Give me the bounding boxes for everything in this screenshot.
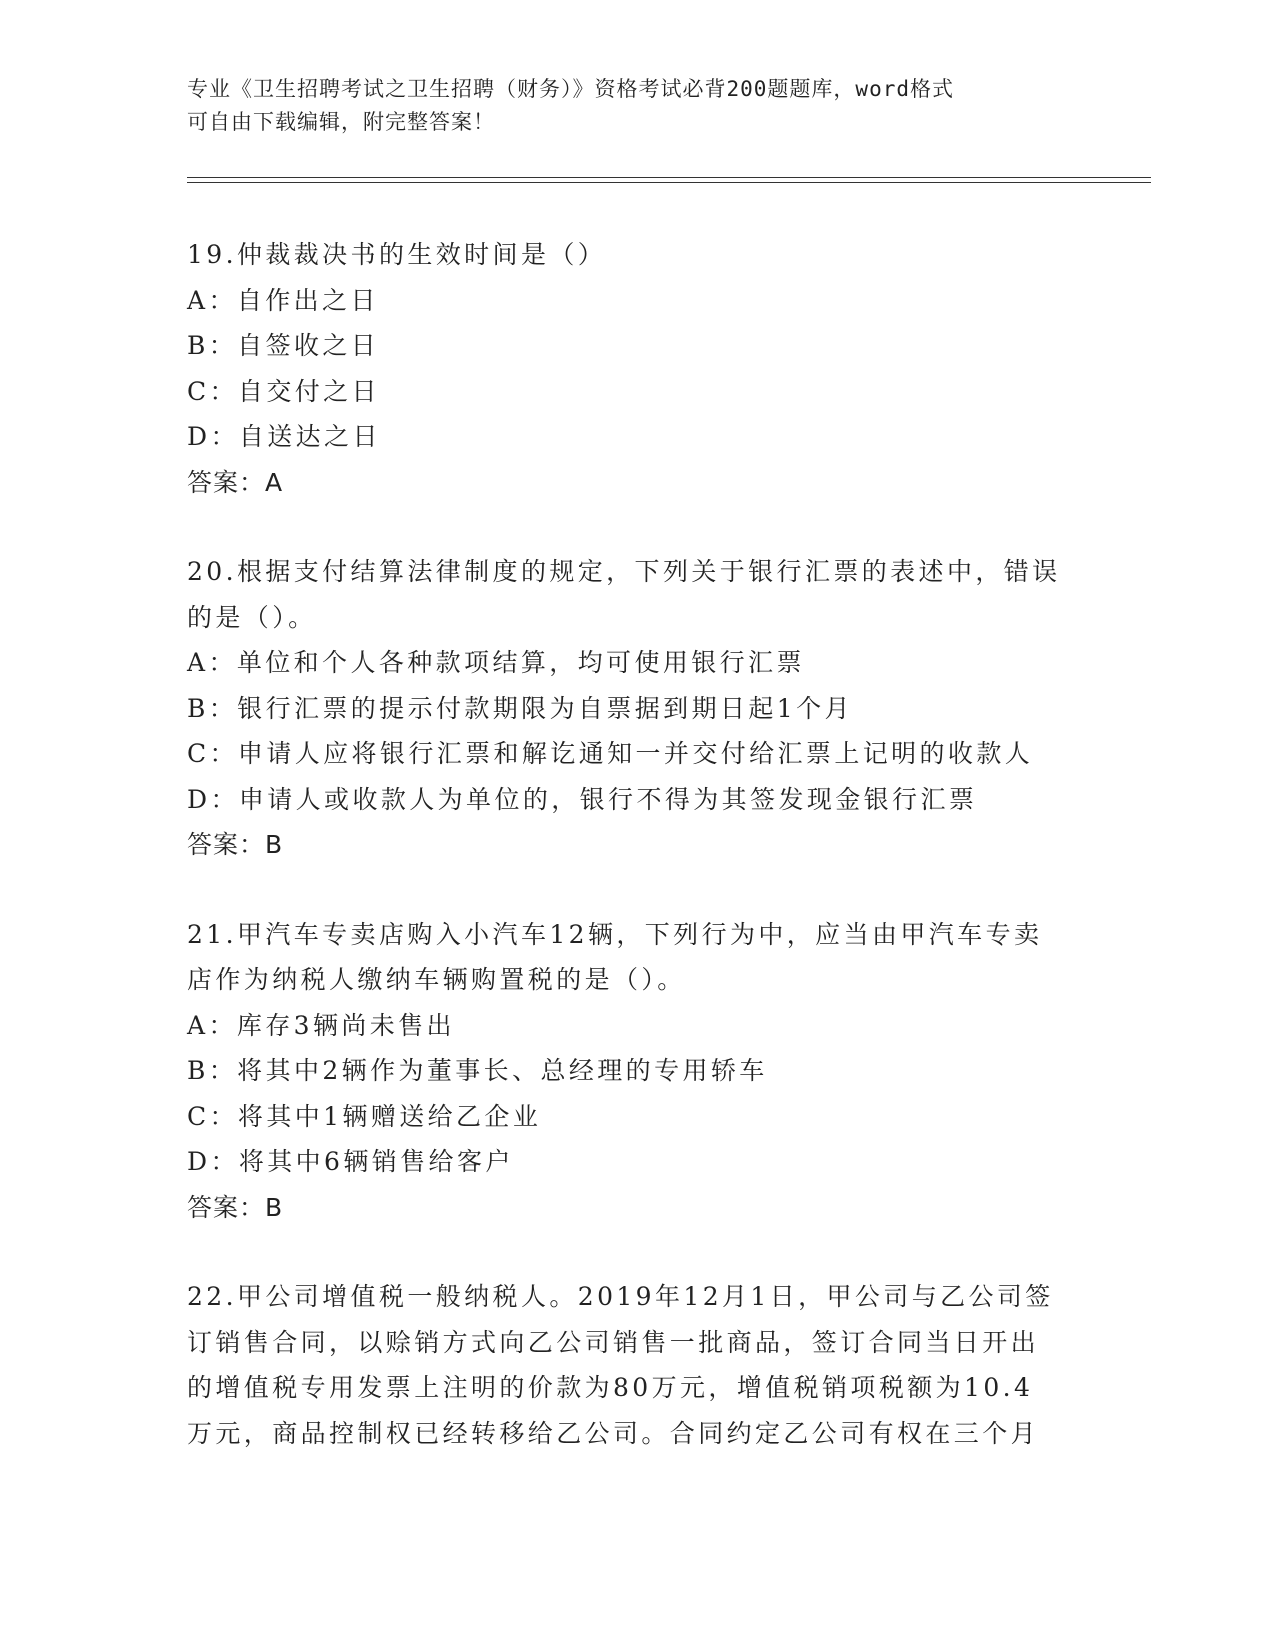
- option-c: C：将其中1辆赠送给乙企业: [187, 1101, 542, 1131]
- option-b: B：自签收之日: [187, 331, 380, 360]
- header-line-2: 可自由下载编辑，附完整答案！: [187, 110, 495, 134]
- answer-line: 答案：B: [187, 1192, 284, 1222]
- question-stem-line: 店作为纳税人缴纳车辆购置税的是（）。: [187, 965, 686, 994]
- header-divider: [187, 177, 1151, 183]
- question-22: [187, 1274, 1087, 1456]
- option-a: A：自作出之日: [187, 285, 379, 315]
- question-19: [187, 232, 1087, 505]
- question-stem-line: 的是（）。: [187, 602, 317, 632]
- question-stem-line: 21.甲汽车专卖店购入小汽车12辆，下列行为中，应当由甲汽车专卖: [187, 919, 1043, 949]
- question-stem-line: 20.根据支付结算法律制度的规定，下列关于银行汇票的表述中，错误: [187, 557, 1061, 586]
- option-d: D：申请人或收款人为单位的，银行不得为其签发现金银行汇票: [187, 784, 978, 814]
- question-list: [187, 232, 1087, 1500]
- question-stem-line: 的增值税专用发票上注明的价款为80万元，增值税销项税额为10.4: [187, 1373, 1034, 1402]
- question-stem-line: 19.仲裁裁决书的生效时间是（）: [187, 240, 607, 269]
- answer-line: 答案：B: [187, 830, 284, 859]
- option-c: C：自交付之日: [187, 376, 380, 406]
- option-d: D：将其中6辆销售给客户: [187, 1147, 514, 1176]
- question-20: [187, 549, 1087, 868]
- question-21: [187, 912, 1087, 1231]
- question-stem-line: 万元，商品控制权已经转移给乙公司。合同约定乙公司有权在三个月: [187, 1418, 1040, 1448]
- option-b: B：银行汇票的提示付款期限为自票据到期日起1个月: [187, 693, 853, 723]
- document-header: [187, 73, 1087, 139]
- question-stem-line: 22.甲公司增值税一般纳税人。2019年12月1日，甲公司与乙公司签: [187, 1282, 1054, 1311]
- option-a: A：库存3辆尚未售出: [187, 1010, 455, 1040]
- option-c: C：申请人应将银行汇票和解讫通知一并交付给汇票上记明的收款人: [187, 739, 1034, 768]
- question-stem-line: 订销售合同，以赊销方式向乙公司销售一批商品，签订合同当日开出: [187, 1327, 1040, 1357]
- option-b: B：将其中2辆作为董事长、总经理的专用轿车: [187, 1056, 768, 1085]
- option-a: A：单位和个人各种款项结算，均可使用银行汇票: [187, 648, 805, 677]
- answer-line: 答案：A: [187, 467, 284, 497]
- header-line-1: 专业《卫生招聘考试之卫生招聘（财务）》资格考试必背200题题库，word格式: [187, 77, 954, 101]
- option-d: D：自送达之日: [187, 422, 381, 451]
